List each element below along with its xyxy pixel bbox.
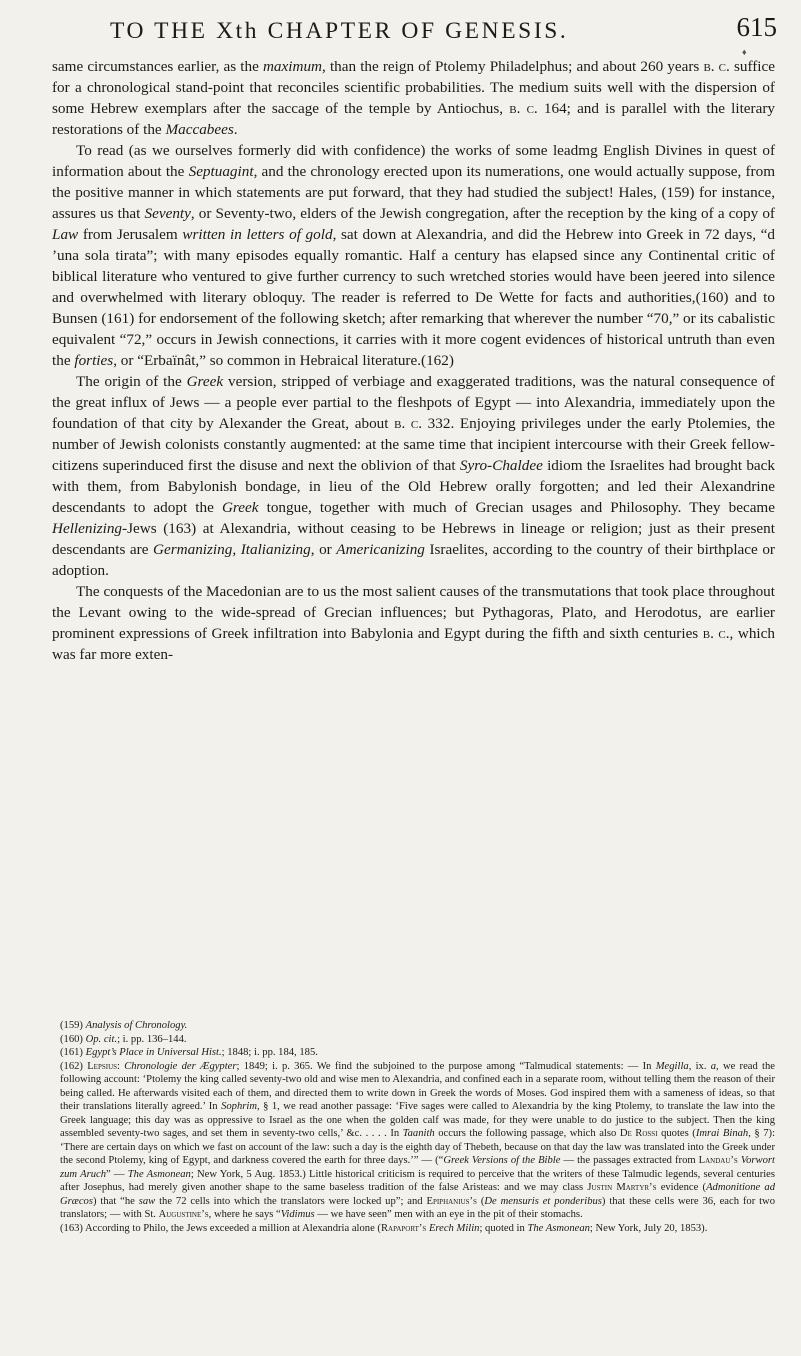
text-run: -Jews (163) at Alexandria, without ceasing to be Hebrews in lineage or religion; just as their present descendants are <box>52 520 775 558</box>
italic-text: Law <box>52 226 79 243</box>
small-caps-text: Augustine’s <box>158 1209 209 1220</box>
italic-text: Megilla <box>655 1060 689 1072</box>
italic-text: The Asmonean <box>127 1168 191 1180</box>
text-run: (161) <box>60 1047 86 1058</box>
italic-text: Syro-Chaldee <box>459 457 543 474</box>
printer-mark: ♦ <box>742 47 747 57</box>
italic-text: The Asmonean <box>527 1222 590 1234</box>
italic-text: Imrai Binah <box>695 1128 749 1139</box>
text-run: (159) <box>60 1020 86 1031</box>
italic-text: Op. cit. <box>85 1033 118 1045</box>
italic-text: Greek <box>186 373 224 390</box>
paragraph <box>52 56 775 140</box>
italic-text: Vorwort zum Aruch <box>60 1155 775 1180</box>
body-text <box>52 56 775 665</box>
text-run: ( <box>476 1195 485 1207</box>
text-run: , we read the following account: ‘Ptolemy the king called seventy-two old and wise men to Alexandria, and confined each in a separate room, without telling them the reason of their being called. He afterwards visited each of them, and directed them to write down in Greek the words of Moses. God inspired them with a sameness of ideas, so that their translations literally agreed.’ In <box>60 1060 775 1112</box>
text-run: idiom the Israelites had brought back with them, from Babylonish bondage, in lieu of the Old Hebrew orally forgotten; and led their Alexandrine descendants to adopt the <box>52 457 776 516</box>
text-run: The origin of the <box>76 373 187 390</box>
text-run: , ix. <box>688 1060 711 1072</box>
text-run: 164; and is parallel with the literary restorations of the <box>52 100 775 138</box>
small-caps-text: De Rossi <box>619 1128 658 1139</box>
italic-text: written in letters of gold <box>182 226 333 243</box>
text-run: , or Seventy-two, elders of the Jewish congregation, after the reception by the king of a copy of <box>190 205 775 222</box>
italic-text: Maccabees <box>165 121 234 138</box>
small-caps-text: b. c. <box>509 100 538 117</box>
text-run: from Jerusalem <box>78 226 183 243</box>
text-run: ; quoted in <box>479 1222 528 1234</box>
text-run: , which was far more exten- <box>52 625 775 663</box>
text-run: , and the chronology erected upon its numerations, one would actually suppose, from the positive manner in which statements are put forward, that they had studied the subject! Hales, (159) for instance, assures us that <box>52 163 776 222</box>
small-caps-text: Lepsius <box>87 1060 118 1072</box>
italic-text: Germanizing, Italianizing <box>153 541 311 558</box>
small-caps-text: Landau’s <box>698 1155 738 1166</box>
small-caps-text: Justin Martyr’s <box>587 1182 657 1193</box>
text-run: quotes ( <box>657 1128 696 1139</box>
small-caps-text: b. c. <box>703 58 730 75</box>
text-run: ; 1848; i. pp. 184, 185. <box>221 1047 318 1058</box>
footnote <box>60 1033 775 1047</box>
italic-text: saw <box>138 1195 156 1207</box>
small-caps-text: Epiphanius’s <box>426 1195 477 1207</box>
italic-text: Seventy <box>144 205 191 222</box>
running-head <box>0 12 801 42</box>
italic-text: Greek <box>221 499 259 516</box>
italic-text: Hellenizing <box>52 520 123 537</box>
text-run: 332. Enjoying privileges under the early Ptolemies, the number of Jewish colonists constantly augmented: at the same time that incipient intercourse with their Greek fellow-citizens superinduced first the disuse and next the oblivion of that <box>52 415 775 474</box>
text-run: , or “Erbaïnât,” so common in Hebraical literature.(162) <box>113 352 454 369</box>
italic-text: Taanith <box>402 1128 435 1139</box>
paragraph <box>52 371 775 581</box>
text-run: ; i. pp. 136–144. <box>117 1033 187 1045</box>
page-number: 615 <box>736 12 777 42</box>
text-run: , § 1, we read another passage: ‘Five sages were called to Alexandria by the king Ptolemy, to translate the law into the Greek language; this day was as oppressive to Israel as the one when the golden calf was made, for they were unable to do justice to the subject. Then the king assembled seventy-two sages, and set them in seventy-two cells,’ &c. . . . . In <box>60 1101 776 1139</box>
text-run: . <box>233 121 238 138</box>
text-run: To read (as we ourselves formerly did with confidence) the works of some leadmg English Divines in quest of information about the <box>52 142 775 180</box>
italic-text: Chronologie der Ægypter <box>124 1060 237 1072</box>
italic-text: Admonitione ad Græcos <box>60 1182 775 1207</box>
text-run: ; New York, July 20, 1853). <box>589 1222 708 1234</box>
italic-text: De mensuris et ponderibus <box>484 1195 602 1207</box>
small-caps-text: b. c. <box>702 625 730 642</box>
text-run: evidence ( <box>656 1182 707 1193</box>
footnote <box>60 1060 775 1222</box>
text-run: , sat down at Alexandria, and did the Hebrew into Greek in 72 days, “d ’una sola tirata”; with many episodes equally romantic. Half a century has elapsed since any Continental critic of biblical literature who ventured to give further currency to such wretched stories would have been jeered into silence and overwhelmed with literary obloquy. The reader is referred to De Wette for facts and authorities,(160) and to Bunsen (161) for endorsement of the following sketch; after remarking that wherever the number “70,” or its cabalistic equivalent “72,” occurs in Jewish connections, it carries with it more cogent evidences of historical untruth than even the <box>52 226 776 369</box>
text-run: (163) According to Philo, the Jews exceeded a million at Alexandria alone ( <box>60 1222 381 1234</box>
text-run: — we have seen” men with an eye in the pit of their stomachs. <box>314 1209 583 1220</box>
text-run: occurs the following passage, which also <box>434 1128 620 1139</box>
italic-text: forties <box>74 352 114 369</box>
text-run: same circumstances earlier, as the <box>52 58 263 75</box>
text-run: — the passages extracted from <box>560 1155 699 1166</box>
text-run: ” — <box>106 1168 128 1180</box>
text-run: ; New York, 5 Aug. 1853.) Little historical criticism is required to perceive that the writers of these Talmudic legends, several centuries after Josephus, had merely given another shape to the same baseless tradition of the false Aristeas: and we may class <box>60 1168 776 1193</box>
italic-text: Egypt’s Place in Universal Hist. <box>85 1047 222 1058</box>
text-run: version, stripped of verbiage and exaggerated traditions, was the natural consequence of the great influx of Jews — a people ever partial to the fleshpots of Egypt — into Alexandria, immediately upon the foundation of that city by Alexander the Great, about <box>52 373 775 432</box>
text-run: the 72 cells into which the translators were locked up”; and <box>155 1195 427 1207</box>
italic-text: Erech Milin <box>428 1222 480 1234</box>
text-run: ; 1849; i. p. 365. We find the subjoined to the purpose among “Talmudical statements: — In <box>236 1060 656 1072</box>
italic-text: Septuagint <box>188 163 254 180</box>
text-run: : <box>117 1060 125 1072</box>
text-run: tongue, together with much of Grecian usages and Philosophy. They became <box>258 499 775 516</box>
text-run: ) that “he <box>92 1195 139 1207</box>
text-run: suffice for a chronological stand-point that reconciles scientific probabilities. The medium suits well with the dispersion of some Hebrew exemplars after the saccage of the temple by Antiochus, <box>52 58 775 117</box>
text-run: (162) <box>60 1060 88 1072</box>
text-run: , where he says “ <box>208 1209 281 1220</box>
text-run: Israelites, according to the country of their birthplace or adoption. <box>52 541 775 579</box>
italic-text: Analysis of Chronology. <box>85 1020 188 1031</box>
italic-text: a <box>710 1060 717 1072</box>
text-run: , § 7): ‘There are certain days on which we fast on account of the law: such a day is the eighth day of Thebeth, because on that day the law was translated into the Greek under the second Ptolemy, king of Egypt, and darkness covered the earth for three days.’” — (“ <box>60 1128 776 1166</box>
italic-text: Vidimus <box>280 1209 315 1220</box>
text-run: (160) <box>60 1033 86 1045</box>
italic-text: maximum <box>262 58 323 75</box>
italic-text: Sophrim <box>221 1101 257 1112</box>
paragraph <box>52 140 775 371</box>
running-title: TO THE Xth CHAPTER OF GENESIS. <box>110 18 569 44</box>
paragraph <box>52 581 775 665</box>
text-run: , or <box>310 541 337 558</box>
text-run: ) that these cells were 36, each for two translators; — with St. <box>60 1195 775 1220</box>
italic-text: Greek Versions of the Bible <box>443 1155 561 1166</box>
footnote <box>60 1019 775 1033</box>
footnotes <box>60 1019 775 1235</box>
small-caps-text: Rapaport’s <box>380 1222 427 1234</box>
footnote <box>60 1046 775 1060</box>
text-run: The conquests of the Macedonian are to us the most salient causes of the transmutations that took place throughout the Levant owing to the wide-spread of Grecian influences; but Pythagoras, Plato, and Herodotus, are earlier prominent expressions of Greek infiltration into Babylonia and Egypt during the fifth and sixth centuries <box>52 583 775 642</box>
small-caps-text: b. c. <box>394 415 423 432</box>
footnote <box>60 1222 775 1236</box>
text-run: , than the reign of Ptolemy Philadelphus; and about 260 years <box>322 58 704 75</box>
italic-text: Americanizing <box>336 541 425 558</box>
